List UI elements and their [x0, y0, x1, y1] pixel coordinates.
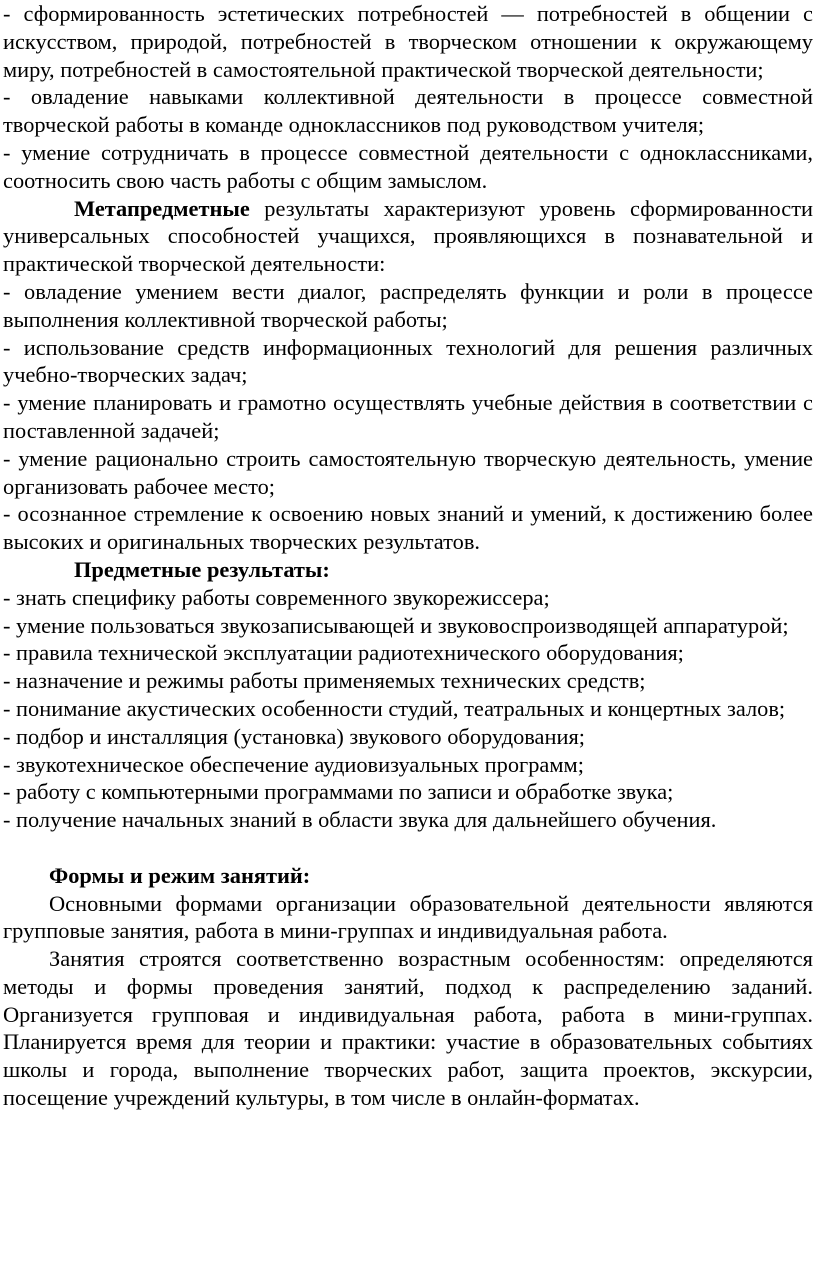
intro-item: - умение сотрудничать в процессе совместной деятельности с одноклассниками, соотносить свою часть работы с общим замыслом.	[3, 139, 813, 193]
meta-heading: Метапредметные	[74, 195, 250, 221]
meta-intro: результаты характеризуют уровень сформированности универсальных способностей учащихся, проявляющихся в познавательной и практической творческой деятельности:	[3, 195, 813, 277]
intro-item: - овладение навыками коллективной деятельности в процессе совместной творческой работы в команде одноклассников под руководством учителя;	[3, 84, 813, 138]
subject-item: - понимание акустических особенности студий, театральных и концертных залов;	[3, 695, 786, 721]
forms-paragraph: Занятия строятся соответственно возрастным особенностям: определяются методы и формы проведения занятий, подход к распределению заданий. Организуется групповая и индивидуальная работа, работа в мини-группах. Планируется время для теории и практики: участие в образовательных событиях школы и города, выполнение творческих работ, защита проектов, экскурсии, посещение учреждений культуры, в том числе в онлайн-форматах.	[3, 946, 813, 1111]
subject-heading: Предметные результаты:	[74, 556, 330, 582]
subject-item: - знать специфику работы современного звукорежиссера;	[3, 584, 550, 610]
blank-line	[3, 834, 813, 862]
subject-item: - работу с компьютерными программами по записи и обработке звука;	[3, 779, 674, 805]
subject-item: - назначение и режимы работы применяемых технических средств;	[3, 668, 646, 694]
subject-item: - правила технической эксплуатации радиотехнического оборудования;	[3, 640, 684, 666]
subject-item: - умение пользоваться звукозаписывающей и звуковоспроизводящей аппаратурой;	[3, 612, 789, 638]
meta-item: - умение планировать и грамотно осуществлять учебные действия в соответствии с поставленной задачей;	[3, 390, 813, 443]
forms-heading: Формы и режим занятий:	[49, 862, 311, 888]
meta-item: - использование средств информационных технологий для решения различных учебно-творческих задач;	[3, 334, 813, 388]
meta-item: - осознанное стремление к освоению новых знаний и умений, к достижению более высоких и оригинальных творческих результатов.	[3, 501, 813, 555]
meta-item: - умение рационально строить самостоятельную творческую деятельность, умение организовать рабочее место;	[3, 445, 813, 499]
forms-paragraph: Основными формами организации образовательной деятельности являются групповые занятия, работа в мини-группах и индивидуальная работа.	[3, 890, 813, 944]
subject-item: - звукотехническое обеспечение аудиовизуальных программ;	[3, 751, 584, 777]
intro-item: - сформированность эстетических потребностей — потребностей в общении с искусством, природой, потребностей в творческом отношении к окружающему миру, потребностей в самостоятельной практической творческой деятельности;	[3, 1, 813, 82]
meta-item: - овладение умением вести диалог, распределять функции и роли в процессе выполнения коллективной творческой работы;	[3, 278, 813, 332]
meta-paragraph	[3, 195, 813, 278]
subject-item: - подбор и инсталляция (установка) звукового оборудования;	[3, 723, 585, 749]
subject-item: - получение начальных знаний в области звука для дальнейшего обучения.	[3, 807, 717, 833]
